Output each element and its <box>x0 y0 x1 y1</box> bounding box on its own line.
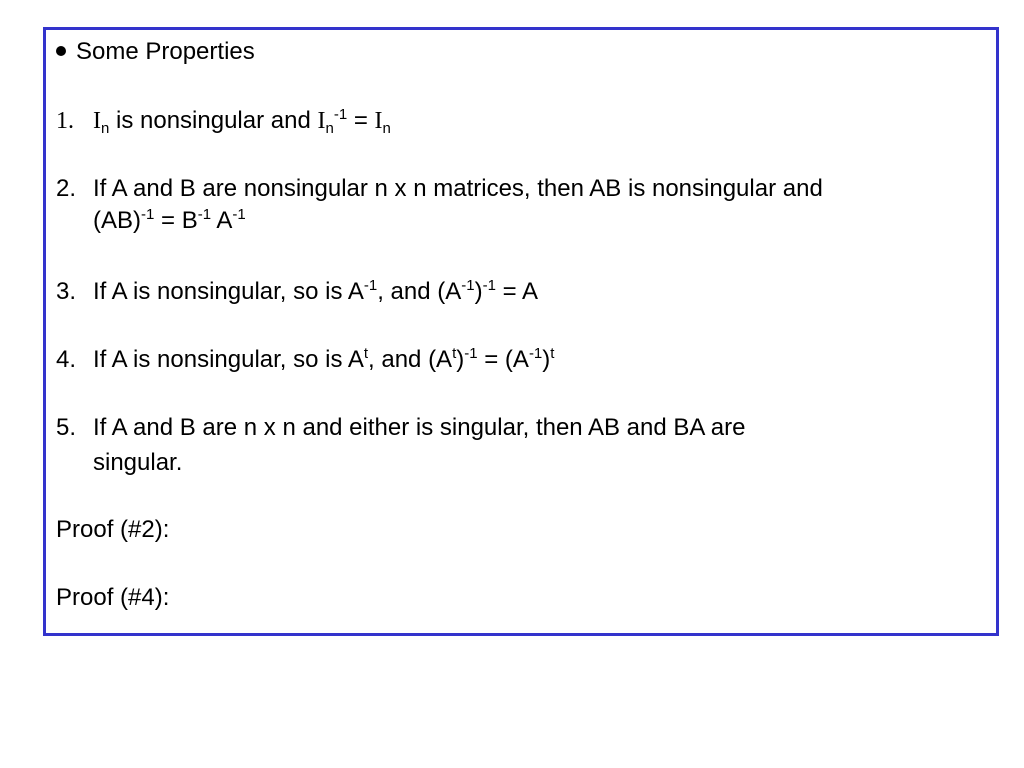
superscript: t <box>363 345 369 362</box>
text: is nonsingular and <box>109 107 318 134</box>
text: = B <box>154 207 198 234</box>
text: ) <box>542 346 551 373</box>
text: = (A <box>477 346 529 373</box>
text: , and (A <box>368 346 453 373</box>
text: A <box>211 207 233 234</box>
item-number: 4. <box>56 346 77 373</box>
item-number: 2. <box>56 175 77 202</box>
text: If A is nonsingular, so is A <box>93 346 364 373</box>
superscript: t <box>550 345 555 362</box>
superscript: -1 <box>232 206 246 223</box>
property-4 <box>56 343 554 377</box>
heading <box>56 35 255 69</box>
superscript: -1 <box>482 277 496 294</box>
text: , and (A <box>377 278 462 305</box>
text: (AB) <box>93 207 141 234</box>
text: If A and B are n x n and either is singular, then AB and BA are <box>93 414 746 441</box>
heading-text: Some Properties <box>76 38 255 65</box>
subscript: n <box>325 120 334 137</box>
text: If A is nonsingular, so is A <box>93 278 364 305</box>
identity-symbol: I <box>374 108 383 134</box>
text: If A and B are nonsingular n x n matrices, then AB is nonsingular and <box>93 175 823 202</box>
item-number: 5. <box>56 414 77 441</box>
text: = A <box>495 278 538 305</box>
bullet-icon <box>56 46 66 56</box>
subscript: n <box>101 120 110 137</box>
subscript: n <box>382 120 391 137</box>
superscript: -1 <box>461 277 475 294</box>
proof-2-label: Proof (#2): <box>56 516 170 543</box>
superscript: -1 <box>464 345 478 362</box>
superscript: -1 <box>333 106 348 123</box>
proof-4-label: Proof (#4): <box>56 584 170 611</box>
property-5-line-1 <box>56 411 745 445</box>
identity-symbol: I <box>317 108 326 134</box>
text: singular. <box>93 449 183 476</box>
text: = <box>347 107 375 134</box>
identity-symbol: I <box>93 108 101 134</box>
property-5-line-2 <box>56 446 182 480</box>
text: ) <box>456 346 465 373</box>
superscript: -1 <box>528 345 543 362</box>
property-3 <box>56 275 538 309</box>
superscript: t <box>452 345 457 362</box>
superscript: -1 <box>141 206 155 223</box>
superscript: -1 <box>197 206 212 223</box>
item-number: 1. <box>56 108 74 134</box>
property-1 <box>56 104 391 138</box>
text: ) <box>474 278 483 305</box>
property-2-line-1 <box>56 172 823 206</box>
property-2-line-2 <box>56 204 246 238</box>
superscript: -1 <box>363 277 378 294</box>
item-number: 3. <box>56 278 77 305</box>
